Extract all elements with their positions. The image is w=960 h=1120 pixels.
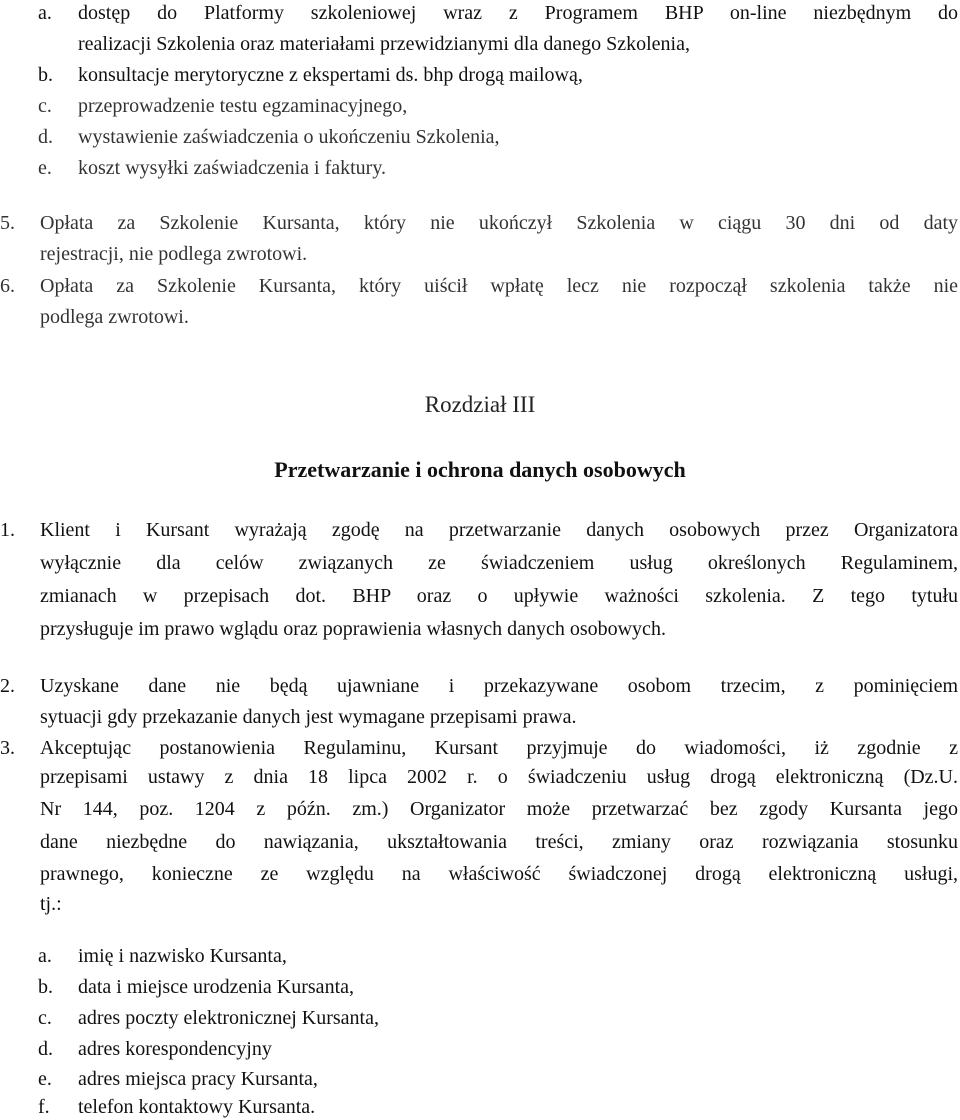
list-item-label: d.	[38, 126, 53, 148]
list-item-text: data i miejsce urodzenia Kursanta,	[78, 976, 354, 998]
list-item-text-continuation: realizacji Szkolenia oraz materiałami przewidzianymi dla danego Szkolenia,	[78, 33, 690, 55]
list-item-text: imię i nazwisko Kursanta,	[78, 945, 287, 967]
point-number: 3.	[0, 737, 15, 759]
list-item-label: e.	[38, 157, 52, 179]
point-text: Opłata za Szkolenie Kursanta, który nie ukończył Szkolenia w ciągu 30 dni od daty	[40, 212, 958, 234]
point-text-continuation: sytuacji gdy przekazanie danych jest wymagane przepisami prawa.	[40, 706, 577, 728]
point-text: Klient i Kursant wyrażają zgodę na przetwarzanie danych osobowych przez Organizatora	[40, 519, 958, 541]
list-item-text: przeprowadzenie testu egzaminacyjnego,	[78, 95, 408, 117]
point-text: Uzyskane dane nie będą ujawniane i przekazywane osobom trzecim, z pominięciem	[40, 675, 958, 697]
list-item-text: adres miejsca pracy Kursanta,	[78, 1068, 318, 1090]
point-text-continuation: Nr 144, poz. 1204 z późn. zm.) Organizator może przetwarzać bez zgody Kursanta jego	[40, 798, 958, 820]
point-number: 2.	[0, 675, 15, 697]
list-item-label: d.	[38, 1038, 53, 1060]
point-text-continuation: dane niezbędne do nawiązania, ukształtowania treści, zmiany oraz rozwiązania stosunku	[40, 831, 958, 853]
point-number: 5.	[0, 212, 15, 234]
point-text-continuation: rejestracji, nie podlega zwrotowi.	[40, 243, 308, 265]
point-text-continuation: podlega zwrotowi.	[40, 306, 189, 328]
list-item-text: adres korespondencyjny	[78, 1038, 272, 1060]
point-text-continuation: wyłącznie dla celów związanych ze świadczeniem usług określonych Regulaminem,	[40, 552, 958, 574]
point-text-continuation: tj.:	[40, 893, 62, 915]
list-item	[38, 0, 958, 26]
list-item-label: a.	[38, 2, 52, 24]
list-item-text: telefon kontaktowy Kursanta.	[78, 1096, 316, 1118]
chapter-title: Przetwarzanie i ochrona danych osobowych	[274, 457, 686, 482]
point-text-continuation: prawnego, konieczne ze względu na właściwość świadczonej drogą elektroniczną usługi,	[40, 863, 958, 885]
list-item-text: dostęp do Platformy szkoleniowej wraz z Programem BHP on-line niezbędnym do	[78, 2, 958, 24]
list-item-label: c.	[38, 1007, 52, 1029]
list-item-label: b.	[38, 64, 53, 86]
chapter-number: Rozdział III	[424, 392, 536, 417]
point-number: 1.	[0, 519, 15, 541]
list-item-label: e.	[38, 1068, 52, 1090]
point-text: Opłata za Szkolenie Kursanta, który uiścił wpłatę lecz nie rozpoczął szkolenia także nie	[40, 275, 958, 297]
list-item-text: koszt wysyłki zaświadczenia i faktury.	[78, 157, 387, 179]
point-text: Akceptując postanowienia Regulaminu, Kursant przyjmuje do wiadomości, iż zgodnie z	[40, 737, 958, 759]
list-item-label: b.	[38, 976, 53, 998]
point-text-continuation: zmianach w przepisach dot. BHP oraz o upływie ważności szkolenia. Z tego tytułu	[40, 585, 958, 607]
point-number: 6.	[0, 275, 15, 297]
list-item-text: adres poczty elektronicznej Kursanta,	[78, 1007, 379, 1029]
point-text-continuation: przysługuje im prawo wglądu oraz poprawienia własnych danych osobowych.	[40, 618, 666, 640]
list-item-label: c.	[38, 95, 52, 117]
list-item-text: wystawienie zaświadczenia o ukończeniu Szkolenia,	[78, 126, 500, 148]
list-item-text: konsultacje merytoryczne z ekspertami ds. bhp drogą mailową,	[78, 64, 583, 86]
list-item-label: f.	[38, 1096, 50, 1118]
point-text-continuation: przepisami ustawy z dnia 18 lipca 2002 r. o świadczeniu usług drogą elektroniczną (Dz.U.	[40, 766, 958, 788]
list-item-label: a.	[38, 945, 52, 967]
